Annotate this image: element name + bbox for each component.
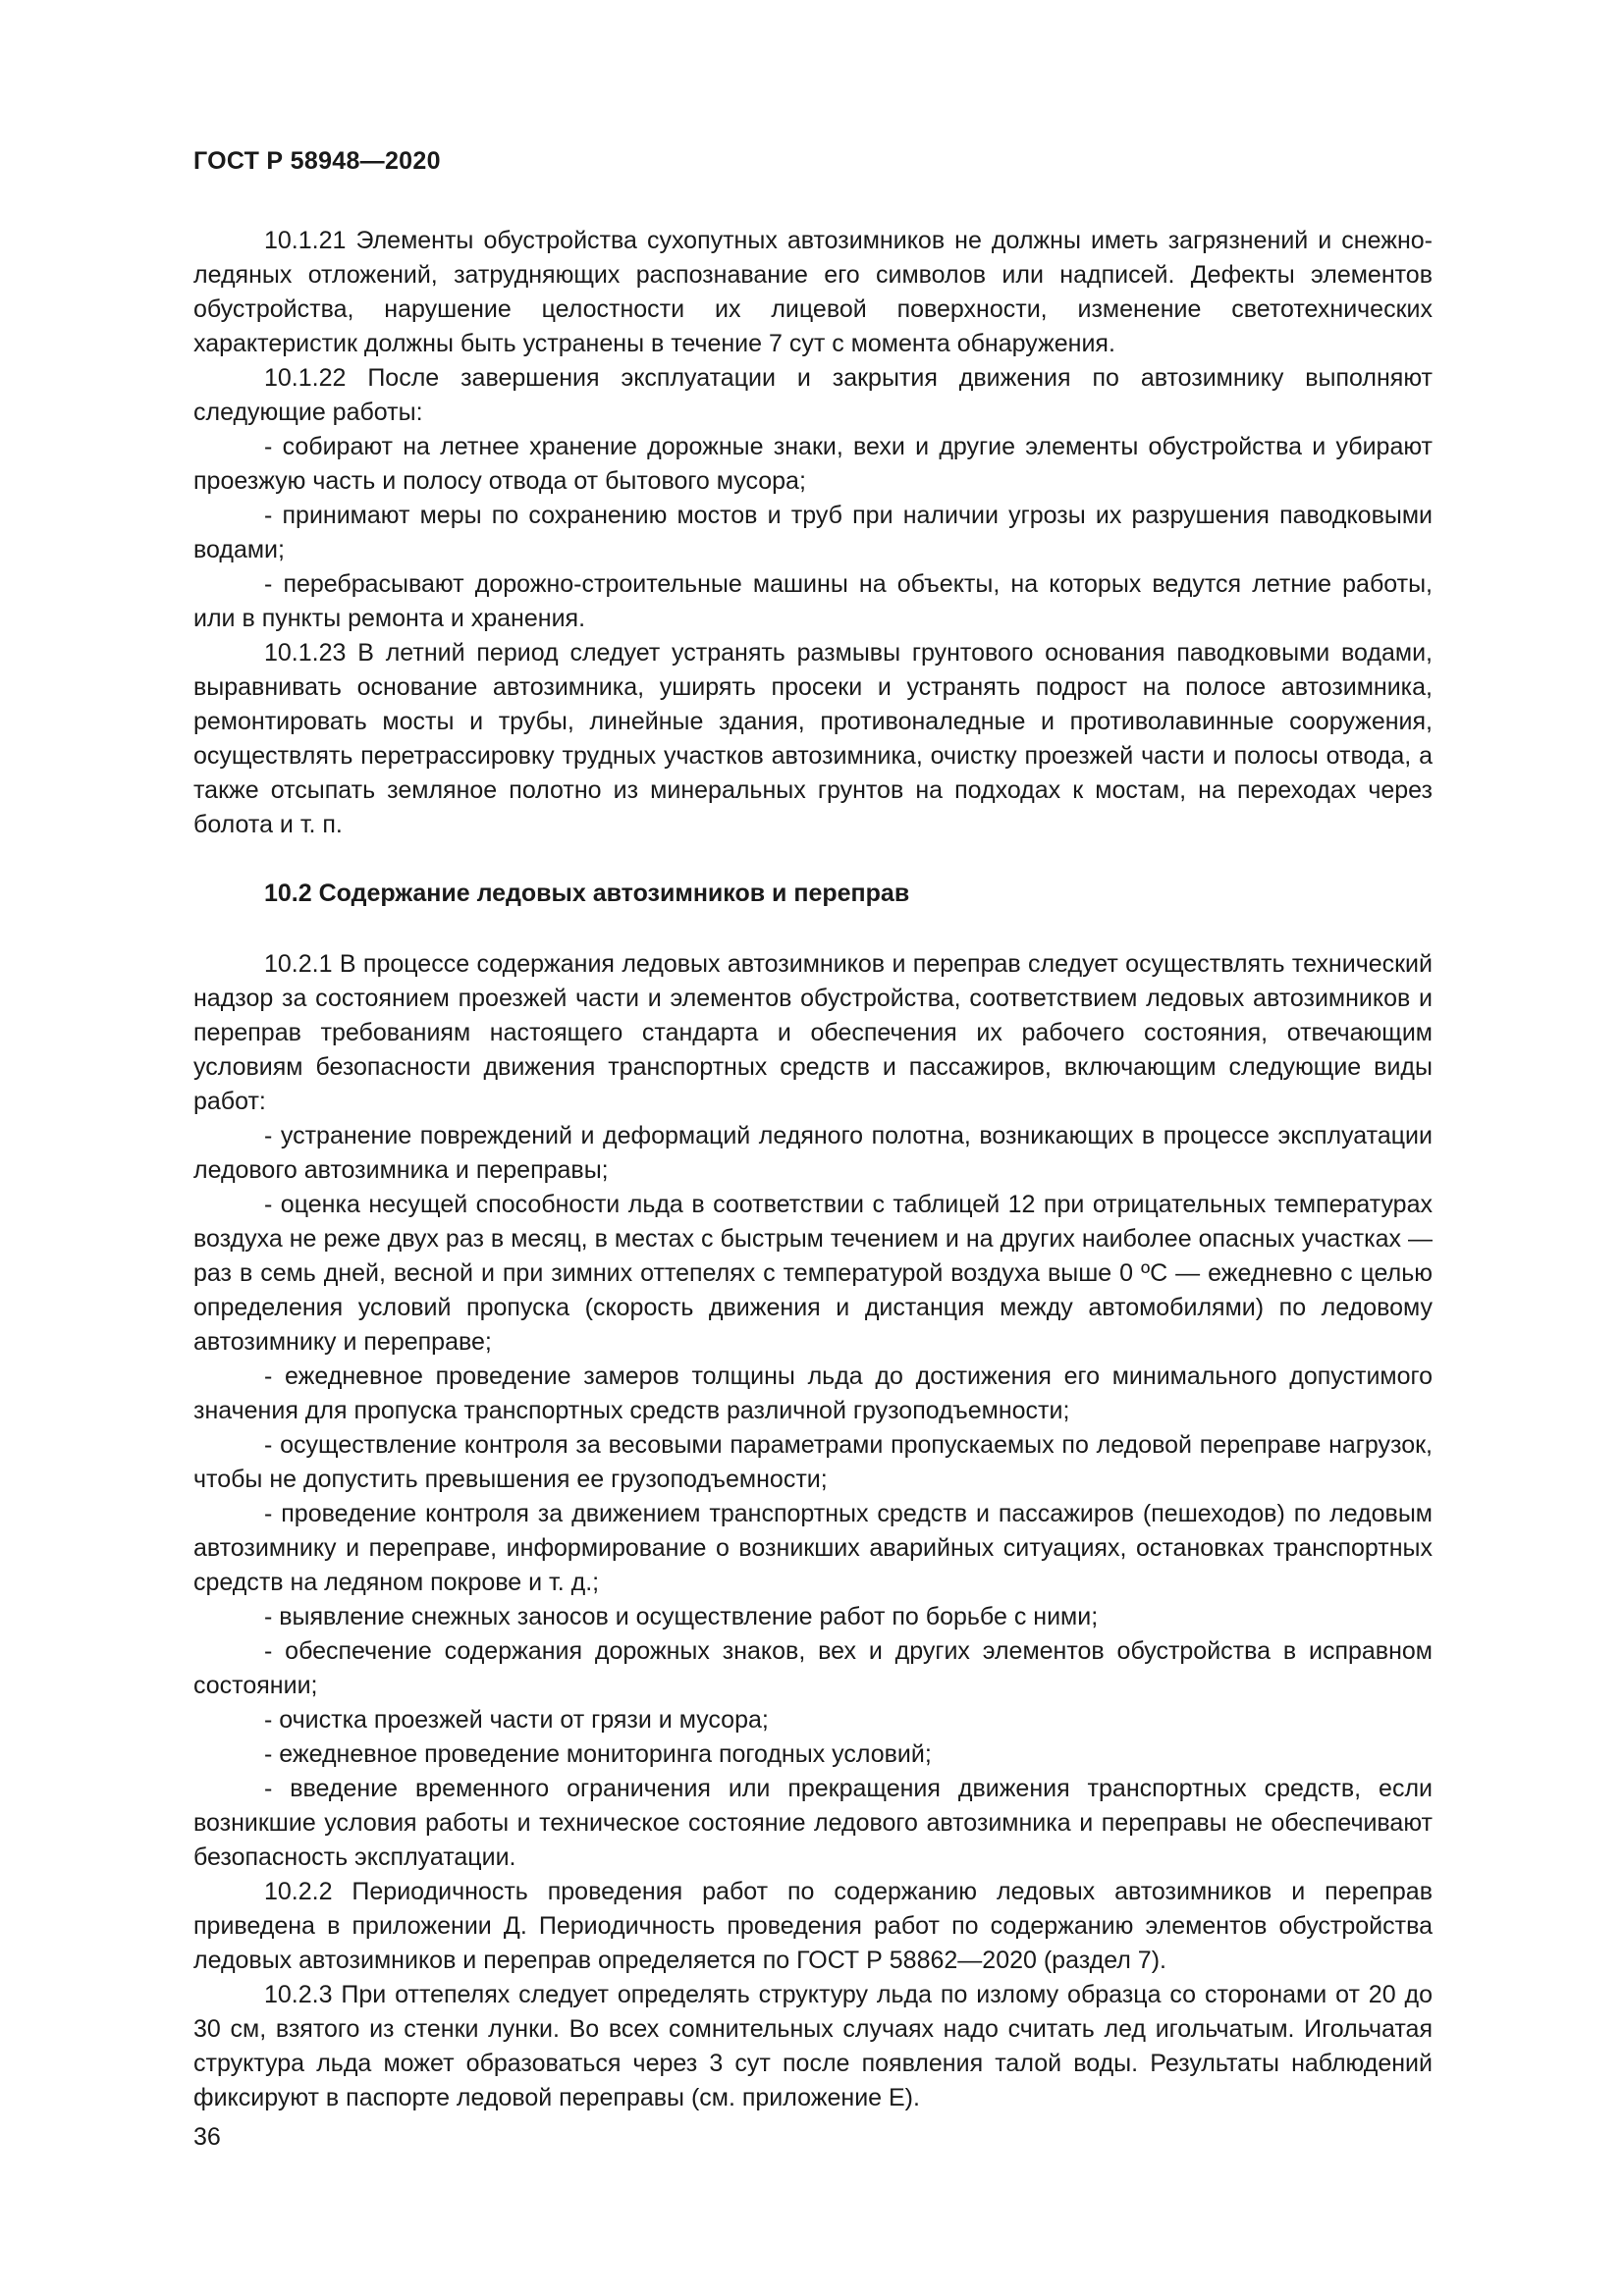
list-item: - осуществление контроля за весовыми параметрами пропускаемых по ледовой переправе нагрузок, чтобы не допустить превышения ее грузоподъемности; (193, 1431, 1433, 1493)
paragraph-10-2-2: 10.2.2 Периодичность проведения работ по содержанию ледовых автозимников и переправ приведена в приложении Д. Периодичность проведения работ по содержанию элементов обустройства ледовых автозимников и переправ определяется по ГОСТ Р 58862—2020 (раздел 7). (193, 1878, 1433, 1974)
paragraph-10-2-1: 10.2.1 В процессе содержания ледовых автозимников и переправ следует осуществлять технический надзор за состоянием проезжей части и элементов обустройства, соответствием ледовых автозимников и переправ требованиям настоящего стандарта и обеспечения их рабочего состояния, отвечающим условиям безопасности движения транспортных средств и пассажиров, включающим следующие виды работ: (193, 950, 1433, 1115)
page-content (193, 224, 1433, 2115)
list-item: - выявление снежных заносов и осуществление работ по борьбе с ними; (264, 1603, 1099, 1630)
list-item: - проведение контроля за движением транспортных средств и пассажиров (пешеходов) по ледовым автозимнику и переправе, информирование о возникших аварийных ситуациях, остановках транспортных средств на ледяном покрове и т. д.; (193, 1500, 1433, 1596)
paragraph-10-1-21: 10.1.21 Элементы обустройства сухопутных автозимников не должны иметь загрязнений и снежно-ледяных отложений, затрудняющих распознавание его символов или надписей. Дефекты элементов обустройства, нарушение целостности их лицевой поверхности, изменение светотехнических характеристик должны быть устранены в течение 7 сут с момента обнаружения. (193, 227, 1433, 357)
list-item: - введение временного ограничения или прекращения движения транспортных средств, если возникшие условия работы и техническое состояние ледового автозимника и переправы не обеспечивают безопасность эксплуатации. (193, 1775, 1433, 1871)
list-item: - ежедневное проведение замеров толщины льда до достижения его минимального допустимого значения для пропуска транспортных средств различной грузоподъемности; (193, 1362, 1433, 1424)
list-item: - устранение повреждений и деформаций ледяного полотна, возникающих в процессе эксплуатации ледового автозимника и переправы; (193, 1122, 1433, 1184)
list-item: - очистка проезжей части от грязи и мусора; (264, 1706, 769, 1734)
list-item: - обеспечение содержания дорожных знаков, вех и других элементов обустройства в исправном состоянии; (193, 1637, 1433, 1699)
paragraph-10-1-23: 10.1.23 В летний период следует устранять размывы грунтового основания паводковыми водами, выравнивать основание автозимника, уширять просеки и устранять подрост на полосе автозимника, ремонтировать мосты и трубы, линейные здания, противоналедные и противолавинные сооружения, осуществлять перетрассировку трудных участков автозимника, очистку проезжей части и полосы отвода, а также отсыпать земляное полотно из минеральных грунтов на подходах к мостам, на переходах через болота и т. п. (193, 639, 1433, 838)
list-item: - ежедневное проведение мониторинга погодных условий; (264, 1740, 932, 1768)
list-item: - перебрасывают дорожно-строительные машины на объекты, на которых ведутся летние работы, или в пункты ремонта и хранения. (193, 570, 1433, 632)
paragraph-10-1-22: 10.1.22 После завершения эксплуатации и закрытия движения по автозимнику выполняют следующие работы: (193, 364, 1433, 426)
list-item: - принимают меры по сохранению мостов и труб при наличии угрозы их разрушения паводковыми водами; (193, 502, 1433, 563)
list-item: - оценка несущей способности льда в соответствии с таблицей 12 при отрицательных температурах воздуха не реже двух раз в месяц, в местах с быстрым течением и на других наиболее опасных участках — раз в семь дней, весной и при зимних оттепелях с температурой воздуха выше 0 ºС — ежедневно с целью определения условий пропуска (скорость движения и дистанция между автомобилями) по ледовому автозимнику и переправе; (193, 1191, 1433, 1356)
document-header: ГОСТ Р 58948—2020 (193, 147, 441, 175)
page-number: 36 (193, 2123, 221, 2151)
paragraph-10-2-3: 10.2.3 При оттепелях следует определять структуру льда по излому образца со сторонами от 20 до 30 см, взятого из стенки лунки. Во всех сомнительных случаях надо считать лед игольчатым. Игольчатая структура льда может образоваться через 3 сут после появления талой воды. Результаты наблюдений фиксируют в паспорте ледовой переправы (см. приложение Е). (193, 1981, 1433, 2111)
section-heading-10-2: 10.2 Содержание ледовых автозимников и переправ (264, 880, 910, 907)
list-item: - собирают на летнее хранение дорожные знаки, вехи и другие элементы обустройства и убирают проезжую часть и полосу отвода от бытового мусора; (193, 433, 1433, 495)
